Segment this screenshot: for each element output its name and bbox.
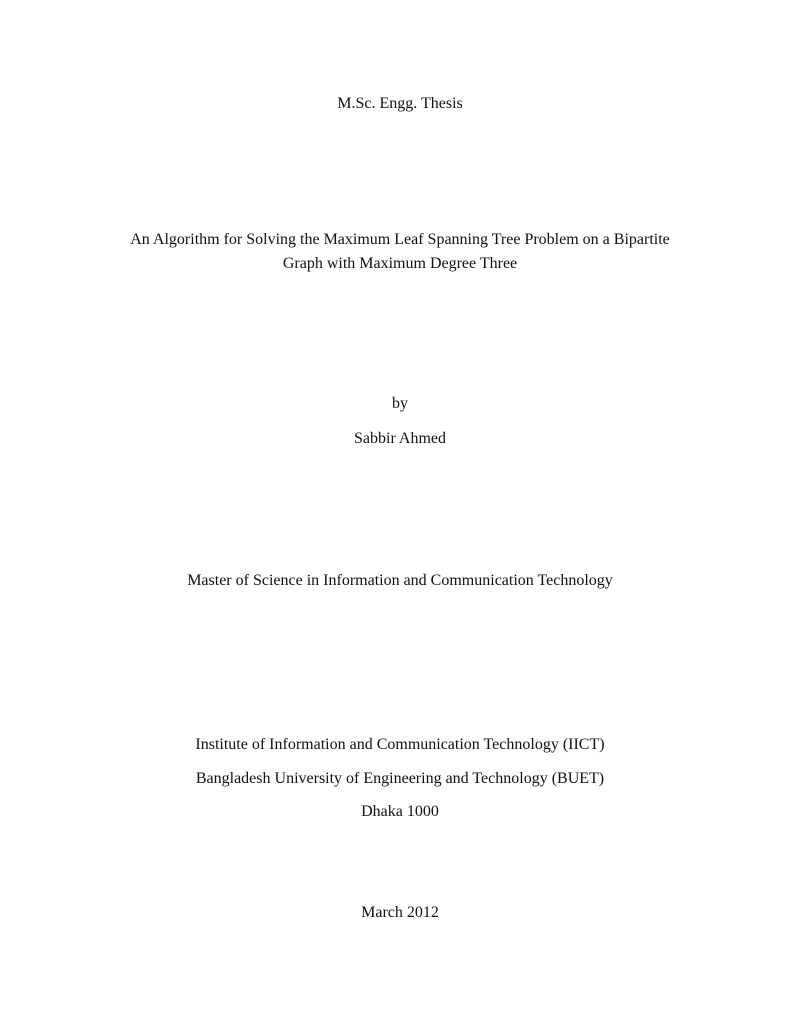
- institute-name: Institute of Information and Communication Technology (IICT): [195, 736, 605, 753]
- university-name: Bangladesh University of Engineering and Technology (BUET): [195, 770, 605, 787]
- location: Dhaka 1000: [361, 803, 439, 820]
- degree-label: M.Sc. Engg. Thesis: [337, 95, 463, 112]
- degree-program: Master of Science in Information and Communication Technology: [187, 572, 613, 589]
- submission-date: March 2012: [361, 904, 439, 921]
- author-name: Sabbir Ahmed: [354, 430, 446, 447]
- thesis-title-line-2: Graph with Maximum Degree Three: [282, 255, 518, 272]
- thesis-title-line-1: An Algorithm for Solving the Maximum Leaf Spanning Tree Problem on a Bipartite: [130, 231, 670, 248]
- by-label: by: [392, 395, 408, 412]
